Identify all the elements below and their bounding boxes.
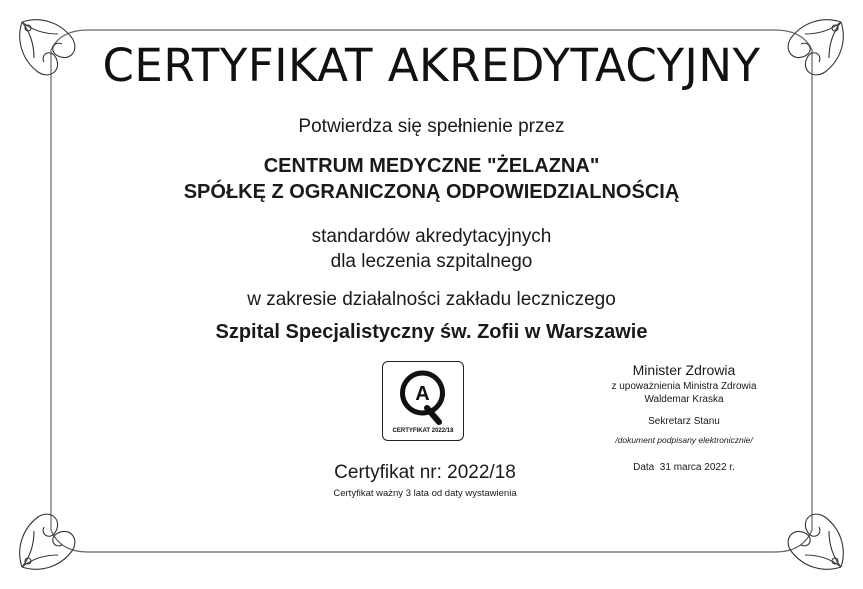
logo-caption: CERTYFIKAT 2022/18 xyxy=(392,428,454,434)
confirms-line: Potwierdza się spełnienie przez xyxy=(298,116,565,137)
accreditation-logo xyxy=(382,361,464,441)
corner-ornament-bottom-right xyxy=(788,514,843,569)
signatory-name: Waldemar Kraska xyxy=(644,394,724,405)
certificate-number: Certyfikat nr: 2022/18 xyxy=(334,462,516,483)
standards-line1: standardów akredytacyjnych xyxy=(311,226,552,247)
signatory-position: Sekretarz Stanu xyxy=(648,416,720,427)
quality-mark-icon xyxy=(383,364,462,426)
standards-line2: dla leczenia szpitalnego xyxy=(330,251,533,272)
minister-title: Minister Zdrowia xyxy=(632,362,736,378)
scope-line: w zakresie działalności zakładu leczniczego xyxy=(247,289,616,310)
authorization-line: z upoważnienia Ministra Zdrowia xyxy=(611,381,757,392)
corner-ornament-bottom-left xyxy=(20,514,75,569)
organization-name-line1: CENTRUM MEDYCZNE "ŻELAZNA" xyxy=(263,155,600,177)
certificate-title: CERTYFIKAT AKREDYTACYJNY xyxy=(102,39,761,92)
issue-date: Data 31 marca 2022 r. xyxy=(633,462,735,473)
organization-name-line2: SPÓŁKĘ Z OGRANICZONĄ ODPOWIEDZIALNOŚCIĄ xyxy=(183,181,680,203)
svg-text:A: A xyxy=(415,383,430,405)
hospital-name: Szpital Specjalistyczny św. Zofii w Warszawie xyxy=(215,321,648,343)
certificate-validity: Certyfikat ważny 3 lata od daty wystawienia xyxy=(333,488,517,499)
electronic-signature-note: /dokument podpisany elektronicznie/ xyxy=(615,435,753,445)
